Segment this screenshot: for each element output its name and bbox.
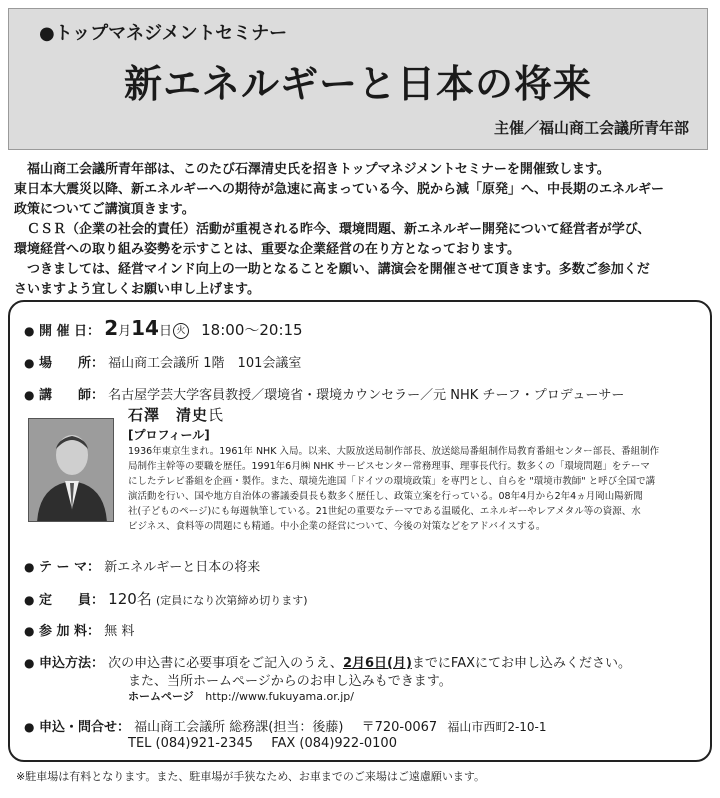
- speaker-label: 講 師：: [39, 388, 105, 403]
- date-label: 開 催 日：: [39, 324, 101, 339]
- contact-fax: FAX (084)922-0100: [271, 736, 397, 751]
- date-month: 2: [104, 316, 119, 340]
- date-day: 14: [131, 316, 159, 340]
- profile-heading: [プロフィール]: [128, 428, 210, 442]
- bullet-icon: ●: [24, 356, 35, 370]
- intro-text: [14, 160, 710, 300]
- profile-line: ビジネス、食料等の問題にも精通。中小企業の経営について、今後の対策などをアドバイスする。: [128, 521, 546, 532]
- contact-row: [24, 716, 547, 735]
- capacity-row: [24, 588, 308, 609]
- bullet-icon: ●: [24, 720, 35, 734]
- header-banner: [8, 8, 708, 150]
- apply-label: 申込方法：: [39, 656, 105, 671]
- bullet-icon: ●: [24, 593, 35, 607]
- bullet-icon: ●: [24, 324, 35, 338]
- seminar-subtitle: ●トップマネジメントセミナー: [39, 23, 288, 44]
- date-month-unit: 月: [118, 324, 132, 339]
- bullet-icon: ●: [24, 656, 35, 670]
- homepage-label: ホームページ: [128, 690, 194, 703]
- contact-postal: 〒720-0067: [361, 720, 438, 735]
- intro-line: 福山商工会議所青年部は、このたび石澤清史氏を招きトップマネジメントセミナーを開催致します。: [14, 162, 610, 177]
- contact-org: 福山商工会議所 総務課(担当：後藤): [134, 720, 344, 735]
- contact-phone-row: [128, 736, 397, 751]
- speaker-photo: [28, 418, 114, 522]
- profile-text: [128, 444, 702, 534]
- speaker-name-text: 石澤 清史: [128, 406, 209, 424]
- apply-line2: また、当所ホームページからのお申し込みもできます。: [128, 674, 452, 689]
- event-time: 18:00～20:15: [201, 321, 303, 339]
- theme-label: テ ー マ：: [39, 560, 101, 575]
- capacity-label: 定 員：: [39, 593, 105, 608]
- date-day-unit: 日: [158, 324, 172, 339]
- venue-row: [24, 352, 301, 371]
- profile-line: 演活動を行い、国や地方自治体の審議委員長も数多く歴任し、政策立案を行っている。08年4月から2年4ヵ月岡山陽新聞: [128, 491, 643, 502]
- weekday-badge: 火: [173, 323, 189, 339]
- homepage-link[interactable]: http://www.fukuyama.or.jp/: [205, 690, 354, 703]
- fee-row: [24, 620, 134, 639]
- venue-label: 場 所：: [39, 356, 105, 371]
- theme-value: 新エネルギーと日本の将来: [104, 560, 261, 575]
- theme-row: [24, 556, 260, 575]
- contact-tel: TEL (084)921-2345: [128, 736, 254, 751]
- intro-line: ＣＳＲ（企業の社会的責任）活動が重視される昨今、環境問題、新エネルギー開発について経営者が学び、: [14, 222, 651, 237]
- fee-value: 無 料: [104, 624, 135, 639]
- speaker-row: [24, 384, 624, 403]
- portrait-icon: [29, 419, 114, 522]
- apply-text-before: 次の申込書に必要事項をご記入のうえ、: [108, 656, 343, 671]
- bullet-icon: ●: [24, 560, 35, 574]
- profile-line: 1936年東京生まれ。1961年 NHK 入局。以来、大阪放送局制作部長、放送総局番組制作局教育番組センター部長、番組制作: [128, 446, 660, 457]
- speaker-name: [128, 404, 223, 425]
- apply-deadline: 2月6日(月): [342, 656, 412, 671]
- intro-line: つきましては、経営マインド向上の一助となることを願い、講演会を開催させて頂きます。多数ご参加くだ: [14, 262, 650, 277]
- fee-label: 参 加 料：: [39, 624, 101, 639]
- speaker-honorific: 氏: [208, 406, 224, 424]
- homepage-row: [128, 688, 354, 704]
- bullet-icon: ●: [24, 388, 35, 402]
- details-box: [8, 300, 712, 762]
- organizer-label: 主催／福山商工会議所青年部: [493, 119, 689, 137]
- contact-address: 福山市西町2-10-1: [447, 720, 547, 734]
- speaker-title: 名古屋学芸大学客員教授／環境省・環境カウンセラー／元 NHK チーフ・プロデューサー: [108, 388, 625, 403]
- intro-line: 東日本大震災以降、新エネルギーへの期待が急速に高まっている今、脱から減「原発」へ、中長期のエネルギー: [14, 182, 665, 197]
- intro-line: さいますよう宜しくお願い申し上げます。: [14, 282, 260, 297]
- page-title: 新エネルギーと日本の将来: [123, 62, 592, 106]
- capacity-note: (定員になり次第締め切ります): [155, 594, 308, 607]
- bullet-icon: ●: [24, 624, 35, 638]
- intro-line: 環境経営への取り組み姿勢を示すことは、重要な企業経営の在り方となっております。: [14, 242, 520, 257]
- apply-row: [24, 652, 631, 671]
- venue-value: 福山商工会議所 1階 101会議室: [108, 356, 302, 371]
- profile-line: にしたテレビ番組を企画・製作。また、環境先進国「ドイツの環境政策」を専門とし、自らを "環境市教師" と呼び全国で講: [128, 476, 656, 487]
- intro-line: 政策についてご講演頂きます。: [14, 202, 195, 217]
- profile-line: 社(子どものページ)にも毎週執筆している。21世紀の重要なテーマである温暖化、エネルギーやレアメタル等の資源、水: [128, 506, 641, 517]
- parking-footnote: ※駐車場は有料となります。また、駐車場が手狭なため、お車までのご来場はご遠慮願います。: [16, 770, 486, 783]
- apply-text-after: までにFAXにてお申し込みください。: [411, 656, 632, 671]
- date-row: [24, 316, 303, 340]
- profile-line: 局制作主幹等の要職を歴任。1991年6月㈱ NHK サービスセンター常務理事、理事長代行。数多くの「環境問題」をテーマ: [128, 461, 650, 472]
- contact-label: 申込・問合せ：: [39, 720, 131, 735]
- capacity-value: 120名: [108, 590, 152, 608]
